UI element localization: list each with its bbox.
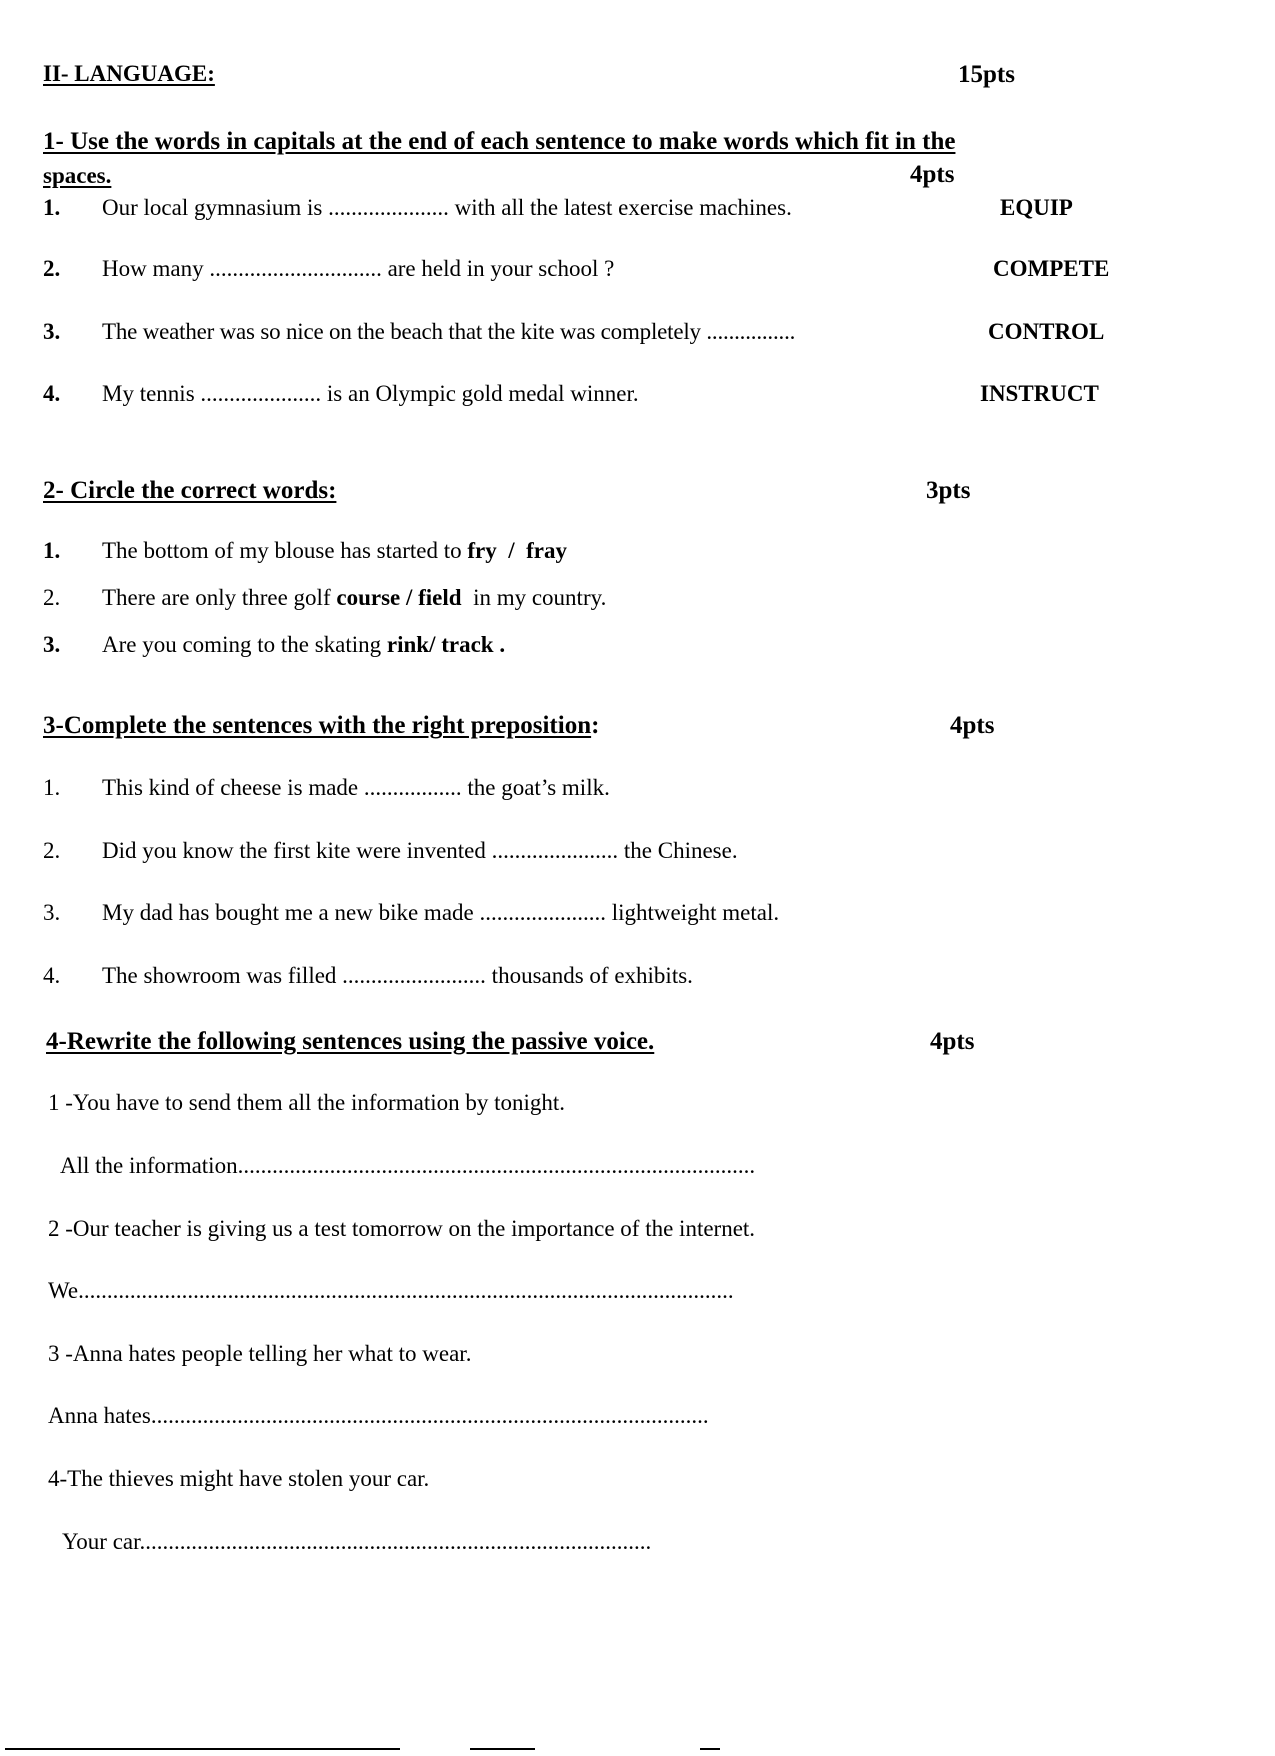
item-number: 3. [43, 319, 61, 344]
key-word: CONTROL [988, 319, 1105, 344]
ex4-points: 4pts [930, 1028, 975, 1055]
item-text: Are you coming to the skating [102, 632, 387, 657]
ex3-colon: : [591, 712, 600, 739]
ex4-title: 4-Rewrite the following sentences using the passive voice. [46, 1028, 655, 1055]
section-title: II- LANGUAGE: [43, 61, 215, 86]
ex1-title-cont: spaces. [43, 163, 112, 188]
item-text: The showroom was filled ......................... thousands of exhibits. [102, 963, 693, 988]
item-text: The bottom of my blouse has started to [102, 538, 468, 563]
ex1-points: 4pts [910, 161, 955, 188]
ex2-title: 2- Circle the correct words: [43, 477, 337, 504]
item-number: 2. [43, 256, 61, 281]
item-text: How many .............................. are held in your school ? [102, 256, 615, 281]
item-number: 3. [43, 632, 61, 657]
ex3-title: 3-Complete the sentences with the right preposition [43, 712, 592, 739]
key-word: EQUIP [1000, 195, 1073, 220]
answer-line[interactable]: We.................................................................................................................. [48, 1278, 734, 1303]
key-word: COMPETE [993, 256, 1110, 281]
word-choice[interactable]: rink/ track . [386, 632, 506, 657]
answer-line[interactable]: All the information.......................................................................................... [60, 1153, 756, 1178]
question: 1 -You have to send them all the information by tonight. [48, 1090, 566, 1115]
item-text: My dad has bought me a new bike made ...................... lightweight metal. [102, 900, 780, 925]
question: 4-The thieves might have stolen your car. [48, 1466, 430, 1491]
question: 2 -Our teacher is giving us a test tomorrow on the importance of the internet. [48, 1216, 756, 1241]
ex1-title: 1- Use the words in capitals at the end of each sentence to make words which fit in the [43, 128, 956, 155]
answer-line[interactable]: Anna hates................................................................................................. [48, 1403, 709, 1428]
word-choice[interactable]: fry / fray [467, 538, 568, 563]
footer-rule [5, 1748, 400, 1750]
item-text: My tennis ..................... is an Olympic gold medal winner. [102, 381, 639, 406]
item-text: The weather was so nice on the beach that the kite was completely ................ [102, 319, 796, 344]
footer-rule [700, 1748, 720, 1750]
answer-line[interactable]: Your car......................................................................................... [62, 1529, 652, 1554]
section-points: 15pts [958, 61, 1015, 88]
item-text: Did you know the first kite were invented ...................... the Chinese. [102, 838, 738, 863]
item-number: 1. [43, 775, 61, 800]
item-text: There are only three golf [102, 585, 337, 610]
item-text: Our local gymnasium is ..................... with all the latest exercise machines. [102, 195, 792, 220]
item-number: 3. [43, 900, 61, 925]
word-choice[interactable]: course / field [336, 585, 462, 610]
item-number: 2. [43, 585, 61, 610]
item-text: in my country. [461, 585, 607, 610]
item-number: 1. [43, 538, 61, 563]
ex2-points: 3pts [926, 477, 971, 504]
item-number: 2. [43, 838, 61, 863]
ex3-points: 4pts [950, 712, 995, 739]
item-number: 4. [43, 963, 61, 988]
key-word: INSTRUCT [980, 381, 1099, 406]
item-text: This kind of cheese is made ................. the goat’s milk. [102, 775, 610, 800]
footer-rule [470, 1748, 535, 1750]
question: 3 -Anna hates people telling her what to wear. [48, 1341, 472, 1366]
item-number: 4. [43, 381, 61, 406]
item-number: 1. [43, 195, 61, 220]
